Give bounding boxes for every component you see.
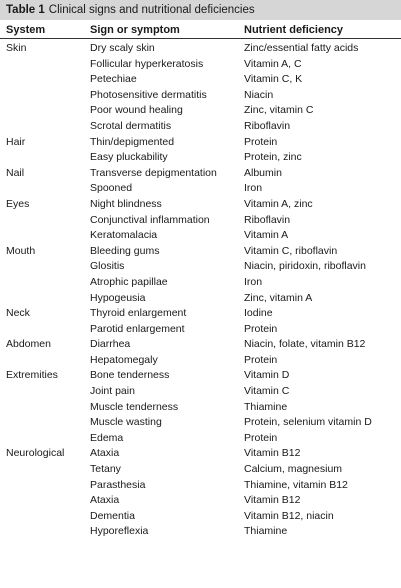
table-row	[0, 306, 401, 322]
cell-sign: Glositis	[90, 260, 125, 273]
cell-sign: Joint pain	[90, 385, 135, 398]
cell-sign: Hypogeusia	[90, 291, 146, 304]
cell-sign: Ataxia	[90, 494, 120, 507]
table-row	[0, 57, 401, 73]
table-row	[0, 228, 401, 244]
cell-system	[0, 400, 84, 416]
cell-sign: Bleeding gums	[90, 244, 160, 257]
table-row	[0, 259, 401, 275]
cell-sign: Parotid enlargement	[90, 322, 185, 335]
cell-system	[0, 462, 84, 478]
cell-sign: Diarrhea	[90, 338, 131, 351]
cell-system	[0, 353, 84, 369]
cell-system	[0, 103, 84, 119]
cell-system	[0, 228, 84, 244]
cell-system	[0, 181, 84, 197]
table-row	[0, 446, 401, 462]
cell-deficiency: Vitamin C, K	[244, 73, 303, 86]
cell-system	[0, 150, 84, 166]
cell-sign: Parasthesia	[90, 478, 146, 491]
cell-sign: Thin/depigmented	[90, 135, 175, 148]
table-row	[0, 509, 401, 525]
table-row	[0, 462, 401, 478]
cell-deficiency: Vitamin B12	[244, 447, 301, 460]
cell-system: Abdomen	[6, 338, 51, 351]
table-caption	[0, 0, 401, 20]
cell-system	[0, 57, 84, 73]
table-row	[0, 524, 401, 540]
table-row	[0, 150, 401, 166]
column-header-system: System	[0, 20, 84, 39]
cell-sign: Photosensitive dermatitis	[90, 88, 207, 101]
cell-deficiency: Vitamin C, riboflavin	[244, 244, 338, 257]
table-row	[0, 400, 401, 416]
cell-sign: Bone tenderness	[90, 369, 170, 382]
cell-system	[0, 259, 84, 275]
cell-deficiency: Iron	[244, 182, 263, 195]
cell-deficiency: Zinc, vitamin A	[244, 291, 313, 304]
cell-system	[0, 478, 84, 494]
cell-system: Extremities	[6, 369, 58, 382]
cell-sign: Atrophic papillae	[90, 275, 168, 288]
table-row	[0, 368, 401, 384]
table-row	[0, 353, 401, 369]
cell-deficiency: Niacin	[244, 88, 274, 101]
cell-sign: Keratomalacia	[90, 229, 158, 242]
cell-deficiency: Vitamin A, zinc	[244, 197, 313, 210]
table-row	[0, 493, 401, 509]
cell-system	[0, 384, 84, 400]
cell-sign: Edema	[90, 431, 124, 444]
table-row	[0, 478, 401, 494]
cell-sign: Transverse depigmentation	[90, 166, 217, 179]
cell-sign: Easy pluckability	[90, 151, 168, 164]
table-row	[0, 72, 401, 88]
header-row	[0, 20, 401, 39]
cell-sign: Spooned	[90, 182, 133, 195]
cell-sign: Follicular hyperkeratosis	[90, 57, 204, 70]
cell-sign: Hyporeflexia	[90, 525, 149, 538]
cell-system	[0, 415, 84, 431]
cell-deficiency: Calcium, magnesium	[244, 463, 343, 476]
cell-system	[0, 322, 84, 338]
cell-sign: Conjunctival inflammation	[90, 213, 210, 226]
cell-sign: Thyroid enlargement	[90, 307, 187, 320]
cell-deficiency: Thiamine	[244, 400, 288, 413]
cell-system: Hair	[6, 135, 26, 148]
cell-deficiency: Albumin	[244, 166, 282, 179]
cell-deficiency: Niacin, folate, vitamin B12	[244, 338, 366, 351]
table-header	[0, 20, 401, 39]
table-container	[0, 20, 401, 540]
cell-sign: Hepatomegaly	[90, 353, 158, 366]
cell-system	[0, 524, 84, 540]
table-row	[0, 39, 401, 57]
table-row	[0, 88, 401, 104]
table-caption-title: Clinical signs and nutritional deficiencies	[48, 4, 255, 16]
cell-deficiency: Zinc, vitamin C	[244, 104, 314, 117]
table-row	[0, 431, 401, 447]
cell-deficiency: Vitamin A, C	[244, 57, 302, 70]
table-row	[0, 415, 401, 431]
deficiency-table	[0, 20, 401, 540]
cell-sign: Muscle wasting	[90, 416, 162, 429]
table-row	[0, 244, 401, 260]
cell-system	[0, 431, 84, 447]
column-header-sign: Sign or symptom	[84, 20, 238, 39]
cell-deficiency: Zinc/essential fatty acids	[244, 42, 359, 54]
cell-sign: Dementia	[90, 509, 135, 522]
table-row	[0, 119, 401, 135]
cell-system	[0, 72, 84, 88]
cell-sign: Tetany	[90, 463, 121, 476]
table-row	[0, 337, 401, 353]
table-row	[0, 103, 401, 119]
cell-deficiency: Niacin, piridoxin, riboflavin	[244, 260, 366, 273]
cell-sign: Night blindness	[90, 197, 162, 210]
cell-system	[0, 275, 84, 291]
cell-system	[0, 509, 84, 525]
cell-system: Neurological	[6, 447, 65, 460]
table-row	[0, 213, 401, 229]
cell-system: Skin	[6, 42, 27, 54]
cell-deficiency: Vitamin B12, niacin	[244, 509, 334, 522]
cell-deficiency: Protein	[244, 135, 278, 148]
cell-deficiency: Iron	[244, 275, 263, 288]
cell-deficiency: Thiamine	[244, 525, 288, 538]
table-row	[0, 384, 401, 400]
table-row	[0, 291, 401, 307]
cell-system	[0, 291, 84, 307]
table-row	[0, 197, 401, 213]
cell-deficiency: Protein	[244, 431, 278, 444]
cell-deficiency: Iodine	[244, 307, 273, 320]
cell-deficiency: Riboflavin	[244, 119, 291, 132]
cell-sign: Petechiae	[90, 73, 137, 86]
table-caption-label: Table 1	[6, 4, 45, 16]
cell-sign: Muscle tenderness	[90, 400, 179, 413]
cell-deficiency: Vitamin D	[244, 369, 290, 382]
cell-system: Neck	[6, 307, 30, 320]
cell-deficiency: Protein, zinc	[244, 151, 302, 164]
table-body	[0, 39, 401, 541]
cell-sign: Scrotal dermatitis	[90, 119, 172, 132]
table-row	[0, 181, 401, 197]
cell-system	[0, 213, 84, 229]
cell-system	[0, 119, 84, 135]
cell-sign: Dry scaly skin	[90, 42, 155, 54]
cell-system	[0, 88, 84, 104]
cell-deficiency: Protein, selenium vitamin D	[244, 416, 372, 429]
cell-sign: Ataxia	[90, 447, 120, 460]
cell-sign: Poor wound healing	[90, 104, 183, 117]
cell-deficiency: Vitamin B12	[244, 494, 301, 507]
cell-deficiency: Protein	[244, 322, 278, 335]
cell-deficiency: Vitamin A	[244, 229, 289, 242]
cell-deficiency: Riboflavin	[244, 213, 291, 226]
cell-system: Mouth	[6, 244, 36, 257]
cell-deficiency: Thiamine, vitamin B12	[244, 478, 348, 491]
cell-system: Nail	[6, 166, 25, 179]
cell-deficiency: Vitamin C	[244, 385, 290, 398]
table-row	[0, 322, 401, 338]
table-row	[0, 166, 401, 182]
cell-deficiency: Protein	[244, 353, 278, 366]
column-header-deficiency: Nutrient deficiency	[238, 20, 401, 39]
table-row	[0, 135, 401, 151]
cell-system	[0, 493, 84, 509]
table-row	[0, 275, 401, 291]
cell-system: Eyes	[6, 197, 30, 210]
